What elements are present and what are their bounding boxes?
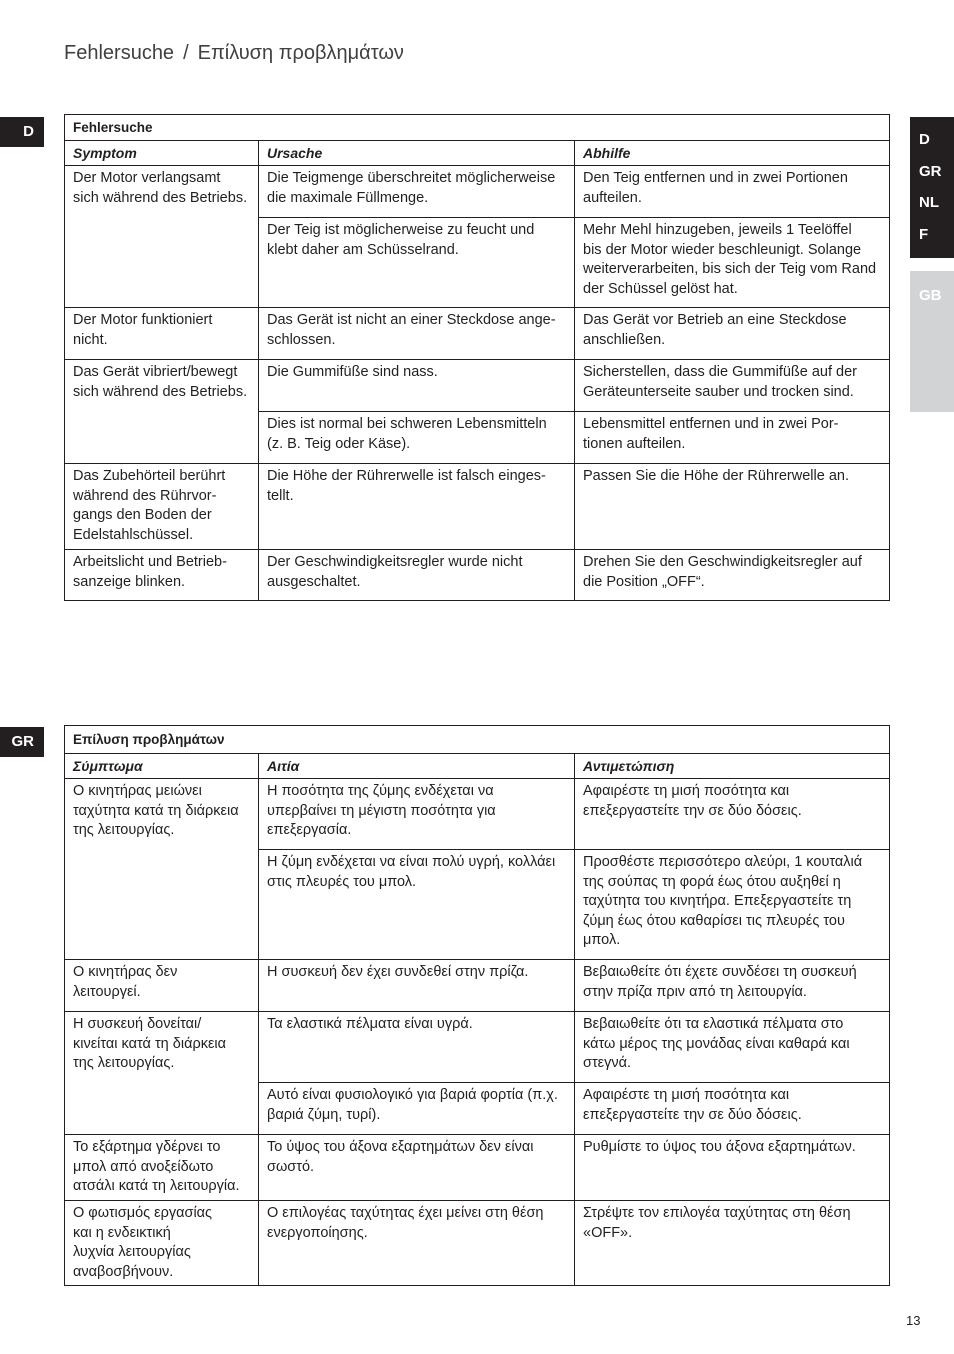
symptom-cell: Der Motor verlangsamt sich während des Betriebs. [65, 166, 259, 308]
cause-cell: Ο επιλογέας ταχύτητας έχει μείνει στη θέση ενεργοποίησης. [259, 1201, 575, 1286]
remedy-cell: Στρέψτε τον επιλογέα ταχύτητας στη θέση «OFF». [575, 1201, 890, 1286]
remedy-cell: Mehr Mehl hinzugeben, jeweils 1 Teelöffel bis der Motor wieder beschleunigt. Solange weiterverarbeiten, bis sich der Teig vom Rand der Schüssel gelöst hat. [575, 218, 890, 308]
language-tab-gr: GR [919, 162, 942, 180]
cause-cell: Die Teigmenge überschreitet möglicherweise die maximale Füllmenge. [259, 166, 575, 218]
remedy-cell: Den Teig entfernen und in zwei Portionen aufteilen. [575, 166, 890, 218]
symptom-cell: Arbeitslicht und Betrieb- sanzeige blinken. [65, 550, 259, 601]
symptom-cell: Das Gerät vibriert/bewegt sich während des Betriebs. [65, 360, 259, 464]
symptom-cell: Ο κινητήρας δεν λειτουργεί. [65, 960, 259, 1012]
cause-cell: Das Gerät ist nicht an einer Steckdose ange- schlossen. [259, 308, 575, 360]
section-marker-greek: GR [0, 727, 44, 757]
table-row [65, 1201, 890, 1286]
cause-cell: Dies ist normal bei schweren Lebensmitteln (z. B. Teig oder Käse). [259, 412, 575, 464]
cause-cell: Der Geschwindigkeitsregler wurde nicht ausgeschaltet. [259, 550, 575, 601]
cause-cell: Η ποσότητα της ζύμης ενδέχεται να υπερβαίνει τη μέγιστη ποσότητα για επεξεργασία. [259, 779, 575, 850]
column-header-remedy: Abhilfe [575, 141, 890, 166]
symptom-cell: Der Motor funktioniert nicht. [65, 308, 259, 360]
remedy-cell: Lebensmittel entfernen und in zwei Por- tionen aufteilen. [575, 412, 890, 464]
cause-cell: Die Gummifüße sind nass. [259, 360, 575, 412]
cause-cell: Τα ελαστικά πέλματα είναι υγρά. [259, 1012, 575, 1083]
column-header-cause: Αιτία [259, 754, 575, 779]
table-row [65, 960, 890, 1012]
symptom-cell: Το εξάρτημα γδέρνει το μπολ από ανοξείδωτο ατσάλι κατά τη λειτουργία. [65, 1135, 259, 1201]
table-row [65, 550, 890, 601]
remedy-cell: Αφαιρέστε τη μισή ποσότητα και επεξεργαστείτε την σε δύο δόσεις. [575, 1083, 890, 1135]
language-tab-f: F [919, 226, 929, 244]
section-marker-german: D [0, 117, 44, 147]
column-header-remedy: Αντιμετώπιση [575, 754, 890, 779]
remedy-cell: Drehen Sie den Geschwindigkeitsregler auf die Position „OFF“. [575, 550, 890, 601]
remedy-cell: Βεβαιωθείτε ότι έχετε συνδέσει τη συσκευή στην πρίζα πριν από τη λειτουργία. [575, 960, 890, 1012]
column-header-cause: Ursache [259, 141, 575, 166]
language-tab-group-other [910, 271, 954, 412]
table-row [65, 779, 890, 850]
language-tab-gb: GB [919, 287, 942, 304]
table-row [65, 464, 890, 550]
troubleshooting-table-german [64, 114, 890, 601]
table-row [65, 1135, 890, 1201]
cause-cell: Αυτό είναι φυσιολογικό για βαριά φορτία (π.χ. βαριά ζύμη, τυρί). [259, 1083, 575, 1135]
remedy-cell: Ρυθμίστε το ύψος του άξονα εξαρτημάτων. [575, 1135, 890, 1201]
table-row [65, 1012, 890, 1083]
remedy-cell: Das Gerät vor Betrieb an eine Steckdose anschließen. [575, 308, 890, 360]
title-separator: / [183, 42, 189, 64]
table-row [65, 308, 890, 360]
table-title: Fehlersuche [65, 115, 890, 141]
remedy-cell: Αφαιρέστε τη μισή ποσότητα και επεξεργαστείτε την σε δύο δόσεις. [575, 779, 890, 850]
column-header-symptom: Σύμπτωμα [65, 754, 259, 779]
page-title-greek: Επίλυση προβλημάτων [197, 42, 404, 64]
remedy-cell: Βεβαιωθείτε ότι τα ελαστικά πέλματα στο κάτω μέρος της μονάδας είναι καθαρά και στεγνά. [575, 1012, 890, 1083]
remedy-cell: Passen Sie die Höhe der Rührerwelle an. [575, 464, 890, 550]
symptom-cell: Ο κινητήρας μειώνει ταχύτητα κατά τη διάρκεια της λειτουργίας. [65, 779, 259, 960]
page-number: 13 [906, 1313, 921, 1328]
table-row [65, 166, 890, 218]
symptom-cell: Das Zubehörteil berührt während des Rührvor- gangs den Boden der Edelstahlschüssel. [65, 464, 259, 550]
remedy-cell: Προσθέστε περισσότερο αλεύρι, 1 κουταλιά της σούπας τη φορά έως ότου αυξηθεί η ταχύτητα του κινητήρα. Επεξεργαστείτε τη ζύμη έως ότου καθαρίσει τις πλευρές του μπολ. [575, 850, 890, 960]
language-tab-d: D [919, 131, 930, 148]
cause-cell: Die Höhe der Rührerwelle ist falsch einges- tellt. [259, 464, 575, 550]
symptom-cell: Η συσκευή δονείται/ κινείται κατά τη διάρκεια της λειτουργίας. [65, 1012, 259, 1135]
language-tab-group-current [910, 117, 954, 258]
page-title [64, 43, 404, 63]
troubleshooting-table-greek [64, 725, 890, 1286]
column-header-symptom: Symptom [65, 141, 259, 166]
cause-cell: Το ύψος του άξονα εξαρτημάτων δεν είναι σωστό. [259, 1135, 575, 1201]
symptom-cell: Ο φωτισμός εργασίας και η ενδεικτική λυχνία λειτουργίας αναβοσβήνουν. [65, 1201, 259, 1286]
language-tab-nl: NL [919, 194, 939, 212]
cause-cell: Η συσκευή δεν έχει συνδεθεί στην πρίζα. [259, 960, 575, 1012]
table-row [65, 360, 890, 412]
page-title-german: Fehlersuche [64, 42, 175, 64]
table-title: Επίλυση προβλημάτων [65, 726, 890, 754]
cause-cell: Der Teig ist möglicherweise zu feucht und klebt daher am Schüsselrand. [259, 218, 575, 308]
remedy-cell: Sicherstellen, dass die Gummifüße auf der Geräteunterseite sauber und trocken sind. [575, 360, 890, 412]
cause-cell: Η ζύμη ενδέχεται να είναι πολύ υγρή, κολλάει στις πλευρές του μπολ. [259, 850, 575, 960]
